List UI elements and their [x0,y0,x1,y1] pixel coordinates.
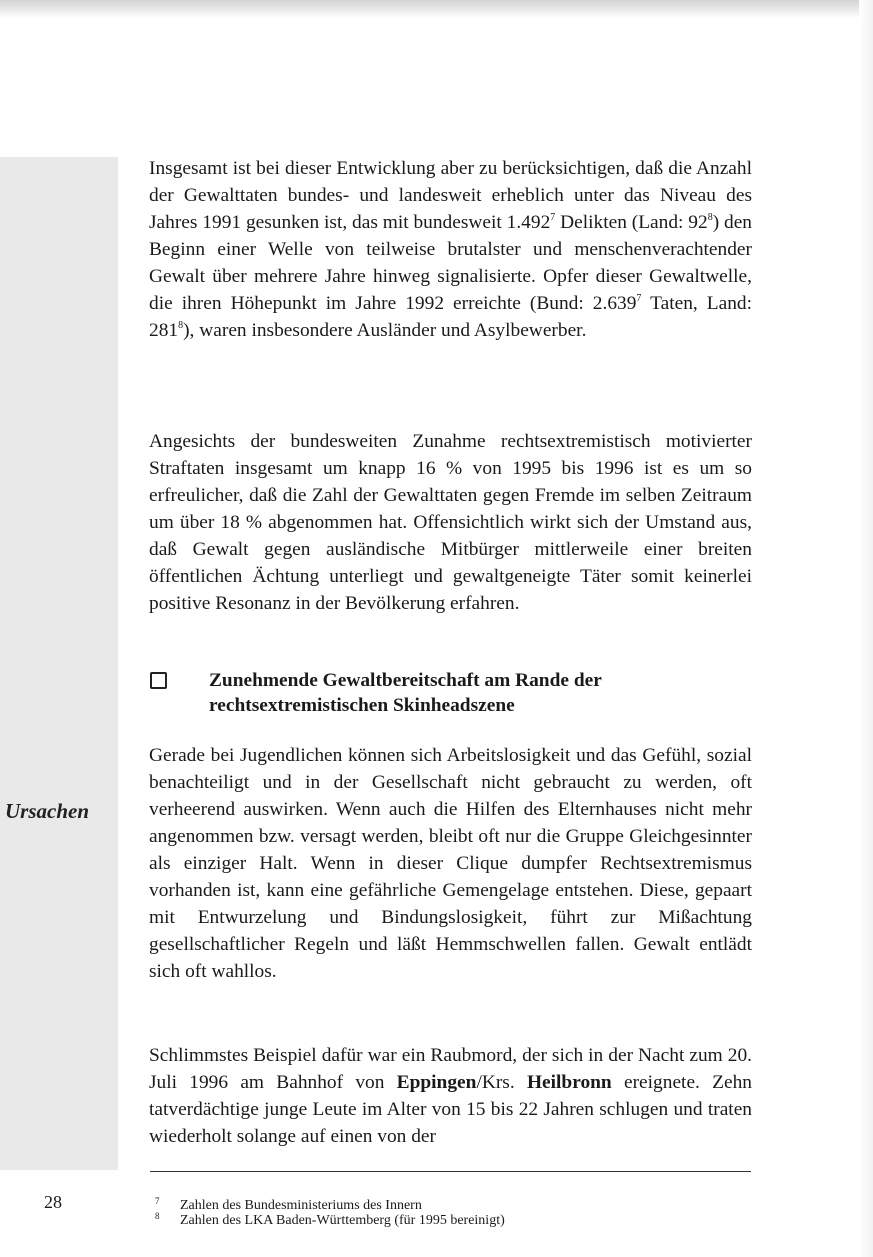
footnote-text: Zahlen des LKA Baden-Württemberg (für 1995 bereinigt) [180,1213,505,1228]
footnote-ref: 8 [178,320,184,331]
footnote-8 [150,1209,505,1228]
paragraph-4 [149,1042,752,1150]
paragraph-4-text-a: Schlimmstes Beispiel dafür war ein Raubmord, der sich in der Nacht zum 20. Juli 1996 am Bahnhof von [149,1045,752,1093]
place-name-eppingen: Eppingen [396,1072,477,1093]
paragraph-1-text-e: ), waren insbesondere Ausländer und Asylbewerber. [183,320,587,341]
paragraph-2: Angesichts der bundesweiten Zunahme rechtsextremistisch motivierter Straftaten insgesamt um knapp 16 % von 1995 bis 1996 ist es um so erfreulicher, daß die Zahl der Gewalttaten gegen Fremde im selben Zeitraum um über 18 % abgenommen hat. Offensichtlich wirkt sich der Umstand aus, daß Gewalt gegen ausländische Mitbürger mittlerweile einer breiten öffentlichen Ächtung unterliegt und gewaltgeneigte Täter somit keinerlei positive Resonanz in der Bevölkerung erfahren. [149,431,752,614]
margin-note: Ursachen [5,799,90,823]
footnote-ref: 8 [707,212,713,223]
paragraph-1-text-b: Delikten (Land: 92 [555,212,708,233]
footnote-text: Zahlen des Bundesministeriums des Innern [180,1198,422,1213]
footnote-mark: 8 [155,1211,160,1221]
footnote-ref: 7 [636,293,642,304]
paragraph-1-text-a: Insgesamt ist bei dieser Entwicklung aber zu berücksichtigen, daß die Anzahl der Gewalttaten bundes- und landesweit erheblich unter das Niveau des Jahres 1991 gesunken ist, das mit bundesweit 1.492 [149,158,752,233]
paragraph-4-text-b: /Krs. [476,1072,527,1093]
paragraph-4-text-c: ereignete. Zehn tatverdächtige junge Leute im Alter von 15 bis 22 Jahren schlugen und traten wiederholt solange auf einen von der [149,1072,752,1147]
footnote-mark: 7 [155,1196,160,1206]
paragraph-3: Gerade bei Jugendlichen können sich Arbeitslosigkeit und das Gefühl, sozial benachteiligt und in der Gesellschaft nicht gebraucht zu werden, oft verheerend auswirken. Wenn auch die Hilfen des Elternhauses nicht mehr angenommen bzw. versagt werden, bleibt oft nur die Gruppe Gleichgesinnter als einziger Halt. Wenn in dieser Clique dumpfer Rechtsextremismus vorhanden ist, kann eine gefährliche Gemengelage entstehen. Diese, gepaart mit Entwurzelung und Bindungslosigkeit, führt zur Mißachtung gesellschaftlicher Regeln und läßt Hemmschwellen fallen. Gewalt entlädt sich oft wahllos. [149,745,752,982]
checkbox-bullet-icon [150,672,167,689]
footnote-ref: 7 [550,212,556,223]
footnote-divider [150,1171,751,1172]
paragraph-1-text-d: Taten, Land: 281 [149,293,752,341]
scan-right-edge [859,0,873,1257]
section-heading: Zunehmende Gewaltbereitschaft am Rande der rechtsextremistischen Skinheadszene [209,670,602,716]
paragraph-1-text-c: ) den Beginn einer Welle von teilweise brutalster und menschenverachtender Gewalt über mehrere Jahre hinweg signalisierte. Opfer dieser Gewaltwelle, die ihren Höhepunkt im Jahre 1992 erreichte (Bund: 2.639 [149,212,752,314]
page-number: 28 [44,1192,62,1212]
place-name-heilbronn: Heilbronn [526,1072,612,1093]
margin-band [0,157,118,1170]
paragraph-1 [149,155,752,344]
scan-top-shadow [0,0,873,18]
